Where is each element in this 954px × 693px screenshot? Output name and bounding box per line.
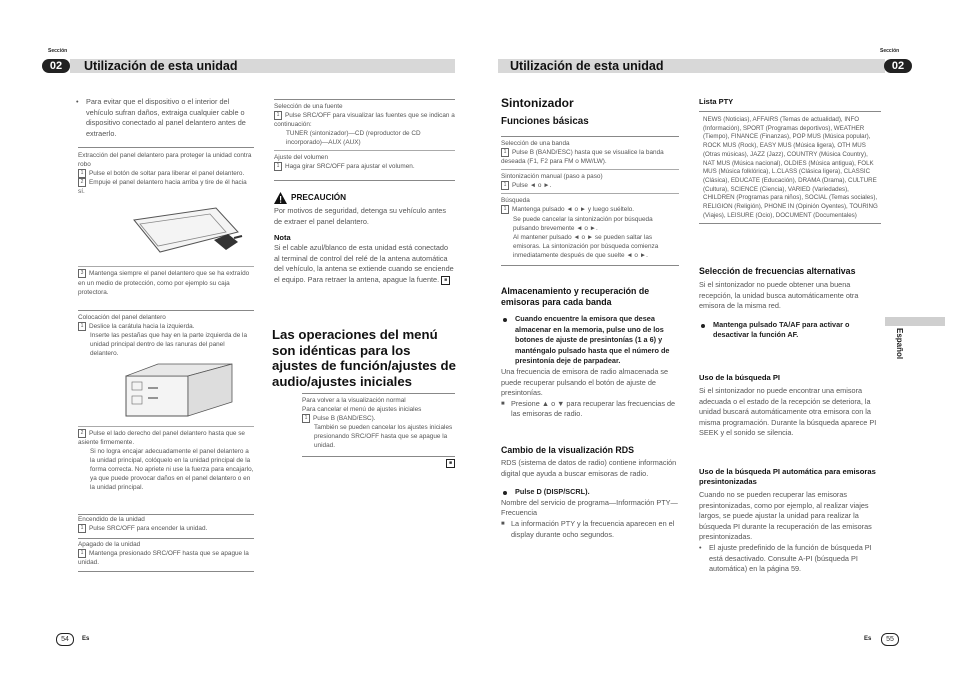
section-label-left: Sección (48, 48, 68, 54)
preset-title: Almacenamiento y recuperación de emisoras para cada banda (501, 286, 650, 307)
caution-title: PRECAUCIÓN (291, 193, 347, 202)
box1-step3: 3 Mantenga siempre el panel delantero que se ha extraído en un medio de protección, como por ejemplo su caja protectora. (78, 270, 250, 296)
box2-title: Colocación del panel delantero (78, 314, 166, 321)
language-side-label: Español (895, 328, 904, 360)
page-title-left: Utilización de esta unidad (84, 59, 238, 73)
pi-section (699, 373, 881, 439)
rds-note: ■ La información PTY y la frecuencia aparecen en el display durante ocho segundos. (501, 518, 675, 539)
page-number-right: 55 (881, 633, 899, 646)
box4-step1: 1 Mantenga presionado SRC/OFF hasta que se apague la unidad. (78, 550, 249, 567)
rds-title: Cambio de la visualización RDS (501, 445, 634, 455)
b3-note-a: Se puede cancelar la sintonización por búsqueda pulsando brevemente ◄ o ►. (513, 215, 653, 232)
api-title: Uso de la búsqueda PI automática para emisoras presintonizadas (699, 467, 876, 486)
box2-step2: 2 Pulse el lado derecho del panel delantero hasta que se asiente firmemente. (78, 430, 245, 447)
menu-heading: Las operaciones del menú son idénticas para los ajustes de función/ajustes de audio/ajustes iniciales (272, 327, 456, 389)
box1-step1: 1 Pulse el botón de soltar para liberar el panel delantero. (78, 169, 254, 178)
section-number-right: 02 (884, 59, 912, 73)
power-on-box (78, 514, 254, 539)
preset-text: Una frecuencia de emisora de radio almacenada se puede recuperar pulsando el botón de ajuste de presintonías. (501, 366, 669, 398)
af-instruction: Mantenga pulsado TA/AF para activar o desactivar la función AF. (699, 320, 881, 341)
vol-step1: 1 Haga girar SRC/OFF para ajustar el volumen. (274, 162, 455, 171)
box2-step1: 1 Deslice la carátula hacia la izquierda. (78, 322, 254, 331)
box1-step2: 2 Empuje el panel delantero hacia arriba y tire de él hacia sí. (78, 179, 247, 196)
section-number-left: 02 (42, 59, 70, 73)
api-text: Cuando no se pueden recuperar las emisoras presintonizadas, como por ejemplo, al realizar viajes largos, se puede ajustar la unidad para realizar la búsqueda PI durante la recuperación de las emisoras presintonizadas. (699, 490, 872, 542)
preset-section (501, 286, 681, 420)
rds-text: RDS (sistema de datos de radio) contiene información digital que ayuda a buscar emisoras de radio. (501, 458, 677, 478)
tuner-section (501, 96, 679, 128)
box3-title: Encendido de la unidad (78, 516, 145, 523)
lang-code-right: Es (864, 636, 872, 642)
api-section (699, 467, 881, 575)
vol-title: Ajuste del volumen (274, 154, 328, 162)
remove-panel-box (78, 147, 254, 311)
box1-title: Extracción del panel delantero para proteger la unidad contra robo (78, 152, 252, 168)
bullet: • (76, 97, 79, 106)
b2-title: Sintonización manual (paso a paso) (501, 173, 603, 181)
language-side-tab (885, 317, 945, 326)
pty-list-box (699, 111, 881, 224)
intro-paragraph (78, 97, 256, 139)
src-step1: 1 Pulse SRC/OFF para visualizar las fuentes que se indican a continuación: (274, 112, 455, 129)
tuner-basic-box (501, 136, 679, 266)
pty-section (699, 97, 881, 224)
power-off-box (78, 539, 254, 572)
panel-removal-illustration (126, 202, 244, 260)
pi-text: Si el sintonizador no puede encontrar una emisora adecuada o el estado de la recepción se deteriora, la unidad buscará automáticamente otra emisora con la misma programación. Durante la búsqueda aparece PI SEEK y el sonido se silencia. (699, 386, 877, 438)
api-note: • El ajuste predefinido de la función de búsqueda PI está desactivado. Consulte A-PI (búsqueda PI automática) en la página 59. (699, 542, 872, 574)
af-title: Selección de frecuencias alternativas (699, 266, 856, 276)
end-mark-icon: ■ (441, 276, 450, 285)
src-title: Selección de una fuente (274, 103, 343, 110)
b3-title: Búsqueda (501, 197, 530, 205)
page-title-right: Utilización de esta unidad (510, 59, 664, 73)
source-select-box (274, 99, 455, 181)
src-list: TUNER (sintonizador)—CD (reproductor de CD incorporado)—AUX (AUX) (286, 130, 421, 147)
caution-section (274, 192, 455, 286)
af-text: Si el sintonizador no puede obtener una buena recepción, la unidad busca automáticamente otra emisora de la misma red. (699, 280, 859, 311)
lang-code-left: Es (82, 636, 90, 642)
box2-step1-detail: Inserte las pestañas que hay en la parte izquierda de la unidad principal dentro de las ranuras del panel delantero. (90, 332, 248, 358)
af-section (699, 266, 881, 341)
menu-step1: 1 Pulse B (BAND/ESC). (302, 414, 455, 423)
rds-section (501, 445, 681, 540)
box2-step2-detail: Si no logra encajar adecuadamente el panel delantero a la unidad principal, colóquelo en la unidad principal de la forma correcta. No apriete ni use la fuerza para encajarlo, ya que puede provocar daños en el panel delantero o en la unidad principal. (90, 448, 254, 492)
pi-title: Uso de la búsqueda PI (699, 373, 781, 382)
preset-instruction: Cuando encuentre la emisora que desea almacenar en la memoria, pulse uno de los botones de ajuste de presintonías (1 a 6) y manténgalo pulsado hasta que el número de presintonía deje de parpadear. (501, 314, 681, 367)
box4-title: Apagado de la unidad (78, 541, 141, 548)
nota-paragraph: Si el cable azul/blanco de esta unidad está conectado al terminal de control del relé de la antena automática del vehículo, la antena se extiende cuando se enciende el equipo. Para retraer la antena, apague la fuente. ■ (274, 243, 454, 284)
rds-instruction: Pulse D (DISP/SCRL). (501, 487, 681, 498)
rds-sequence: Nombre del servicio de programa—Información PTY—Frecuencia (501, 497, 678, 518)
intro-text: Para evitar que el dispositivo o el interior del vehículo sufran daños, extraiga cualquier cable o dispositivo conectado al panel delantero antes de extraerlo. (86, 97, 246, 138)
nota-title: Nota (274, 233, 291, 243)
panel-attach-illustration (122, 362, 242, 420)
b2-step: 1 Pulse ◄ o ►. (501, 181, 679, 190)
tuner-subtitle: Funciones básicas (501, 116, 589, 127)
attach-panel-box (78, 310, 254, 515)
b3-step: 1 Mantenga pulsado ◄ o ► y luego suéltelo. (501, 205, 679, 214)
menu-title1: Para volver a la visualización normal (302, 397, 406, 404)
menu-title2: Para cancelar el menú de ajustes iniciales (302, 406, 422, 413)
b3-note-b: Al mantener pulsado ◄ o ► se pueden saltar las emisoras. La sintonización por búsqueda comienza inmediatamente después de que suelte ◄ o ►. (513, 233, 659, 259)
menu-cancel-box (302, 393, 455, 457)
page-number-left: 54 (56, 633, 74, 646)
b1-step: 1 Pulse B (BAND/ESC) hasta que se visualice la banda deseada (F1, F2 para FM o MW/LW). (501, 149, 664, 166)
b1-title: Selección de una banda (501, 140, 570, 147)
tuner-title: Sintonizador (501, 96, 574, 110)
section-label-right: Sección (880, 48, 900, 54)
caution-text: Por motivos de seguridad, detenga su vehículo antes de extraer el panel delantero. (274, 206, 446, 226)
box3-step1: 1 Pulse SRC/OFF para encender la unidad. (78, 524, 254, 533)
pty-title: Lista PTY (699, 97, 734, 106)
pty-list: NEWS (Noticias), AFFAIRS (Temas de actualidad), INFO (Información), SPORT (Programas deportivos), WEATHER (Tiempo), FINANCE (Finanzas), POP MUS (Música popular), ROCK MUS (Rock), EASY MUS (Música ligera), OTH MUS (Otras músicas), JAZZ (Jazz), COUNTRY (Música Country), NAT MUS (Música nacional), OLDIES (Música antigua), FOLK MUS (Música folklórica), L.CLASS (Clásica ligera), CLASSIC (Clásica), EDUCATE (Educación), DRAMA (Drama), CULTURE (Cultura), SCIENCE (Ciencia), VARIED (Variedades), CHILDREN (Programas para niños), SOCIAL (Temas sociales), RELIGION (Religión), PHONE IN (Opinión Oyentes), TOURING (Viajes), LEISURE (Ocio), DOCUMENT (Documentales) (703, 116, 878, 219)
menu-step1-detail: También se pueden cancelar los ajustes iniciales presionando SRC/OFF hasta que se apague la unidad. (314, 424, 453, 450)
end-mark-icon: ■ (446, 459, 455, 468)
preset-note: ■ Presione ▲ o ▼ para recuperar las frecuencias de las emisoras de radio. (501, 398, 676, 419)
warning-icon (274, 192, 287, 204)
